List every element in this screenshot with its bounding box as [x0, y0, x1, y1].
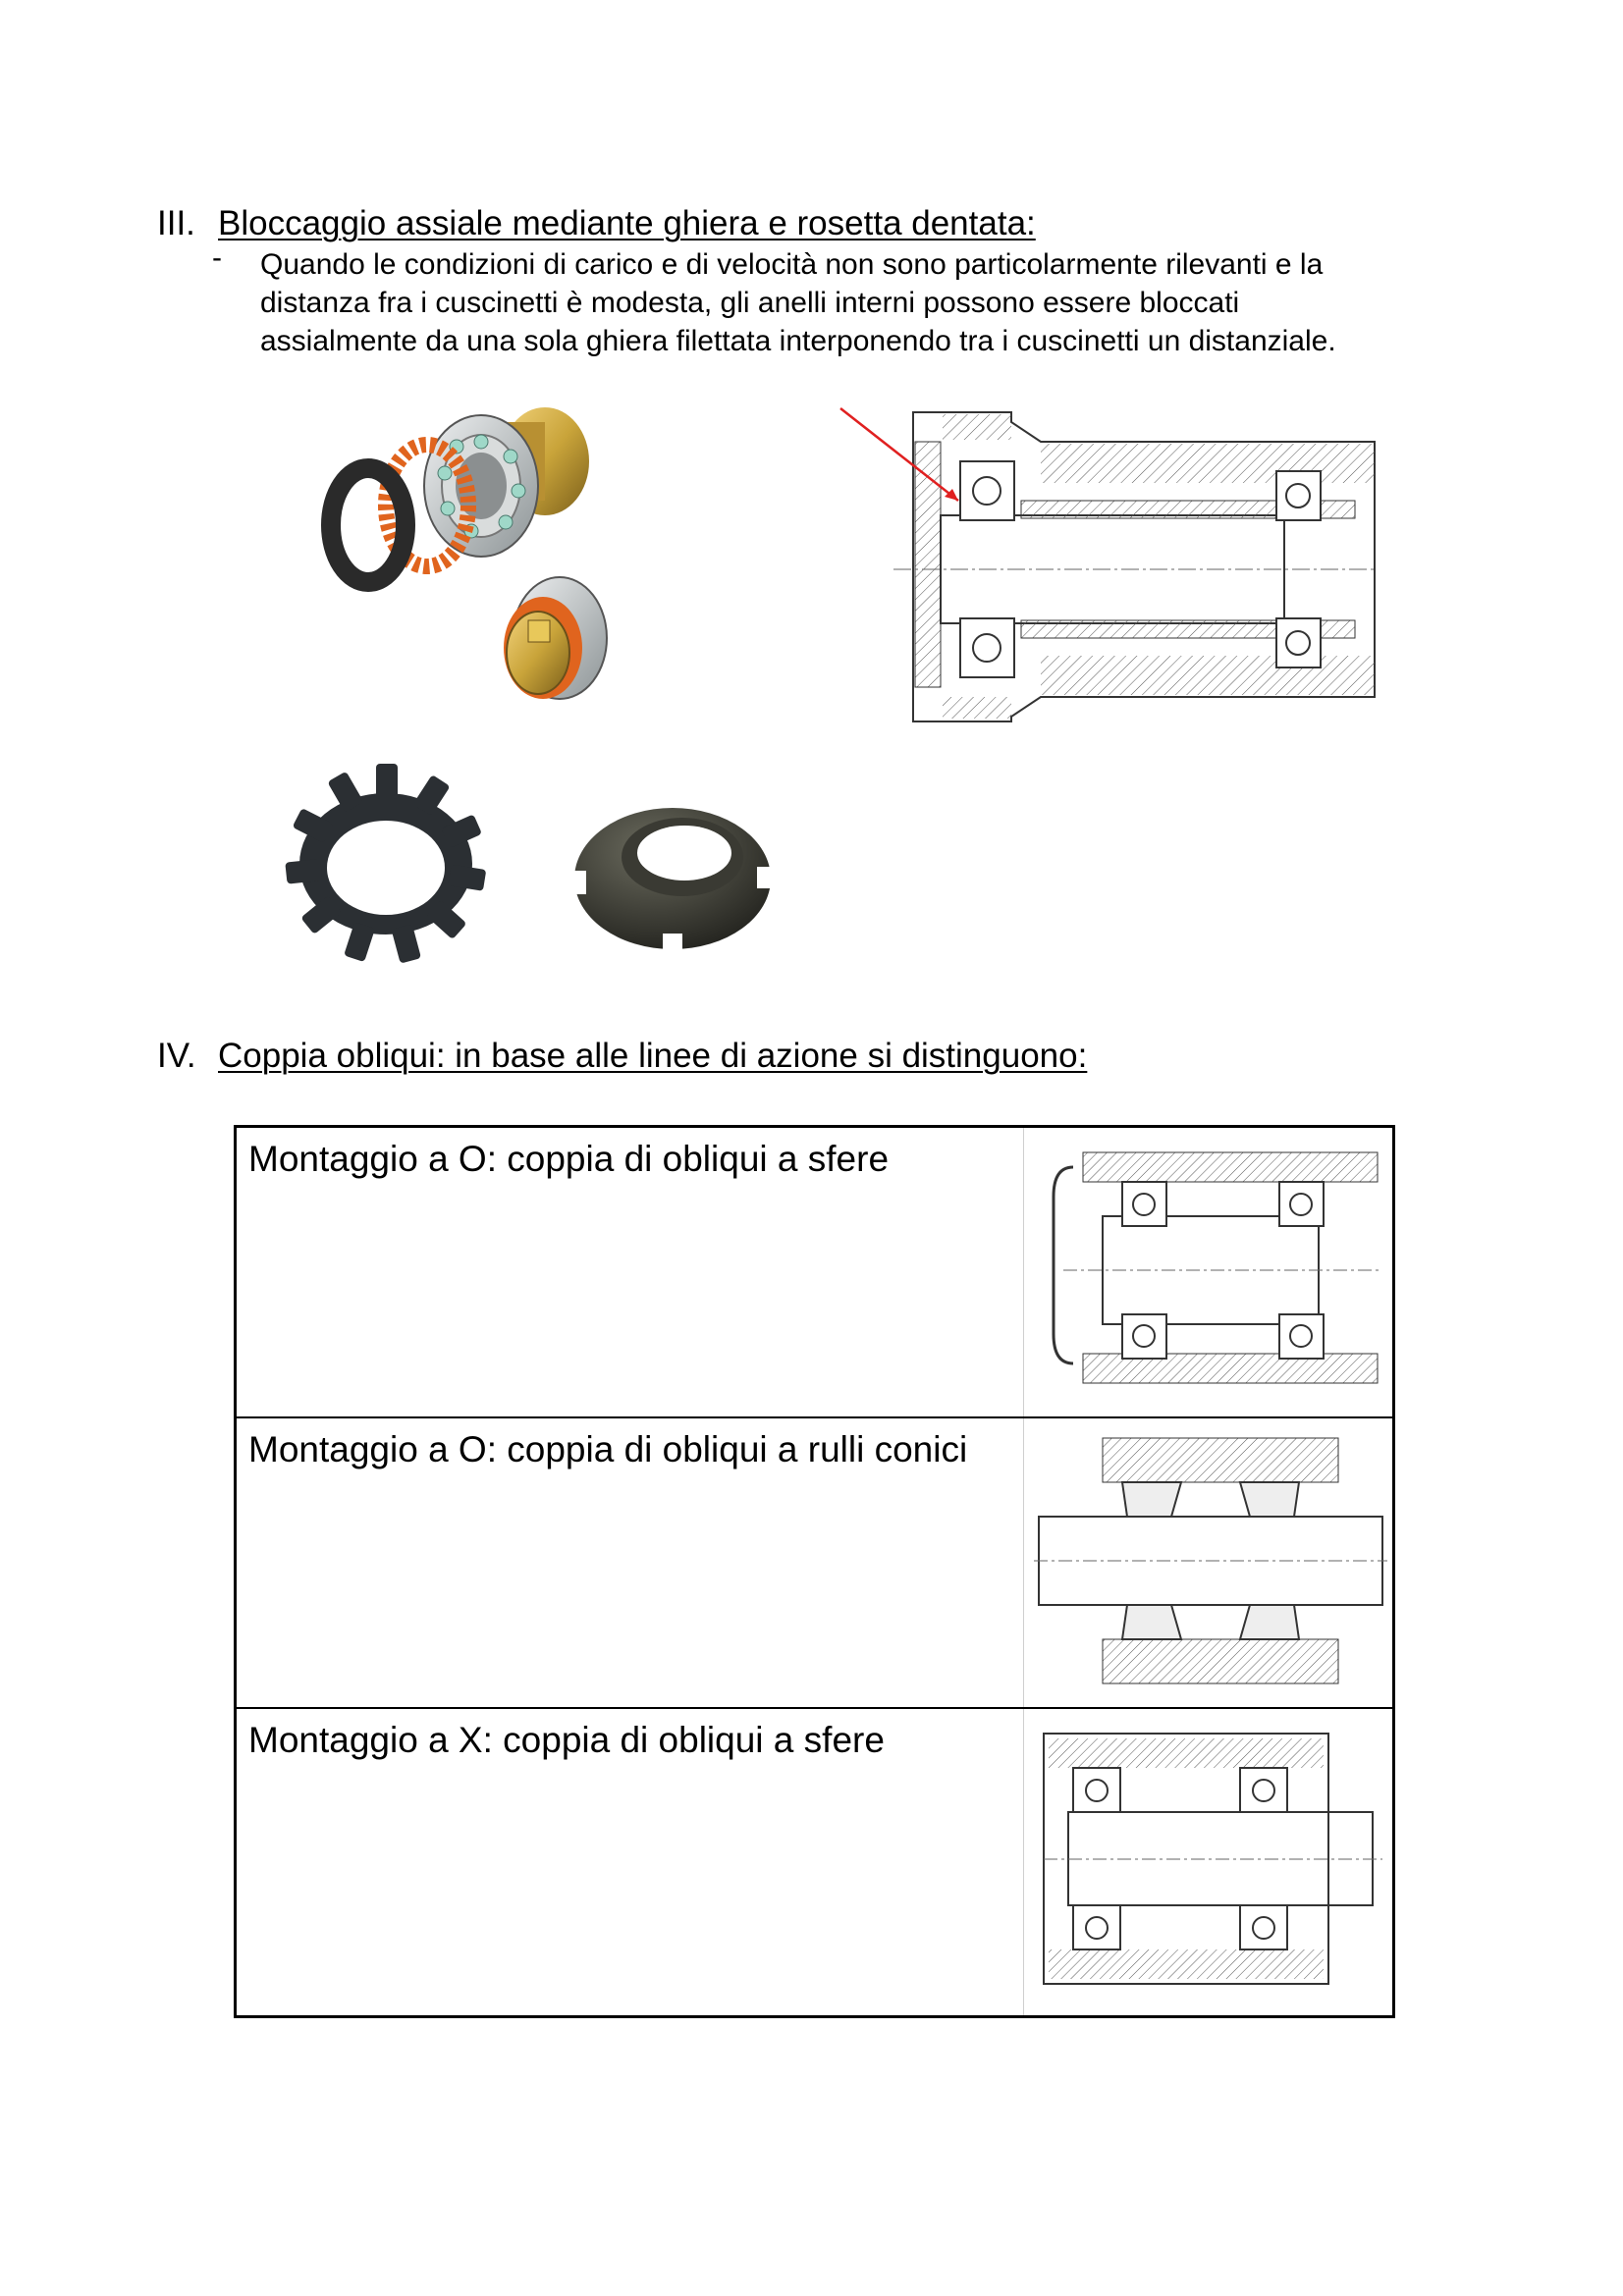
- table-row: [237, 1418, 1392, 1709]
- paragraph-line: Quando le condizioni di carico e di velocità non sono particolarmente rilevanti e la: [260, 248, 1324, 281]
- section-iv-title: Coppia obliqui: in base alle linee di azione si distinguono:: [218, 1037, 1088, 1075]
- section-iii-paragraph: [260, 245, 1336, 360]
- shaft-section-drawing: [835, 402, 1384, 736]
- section-iv-heading: [157, 1037, 1087, 1076]
- table-row-label: Montaggio a O: coppia di obliqui a sfere: [248, 1139, 890, 1179]
- table-row-label: Montaggio a X: coppia di obliqui a sfere: [248, 1720, 885, 1760]
- paragraph-line: distanza fra i cuscinetti è modesta, gli anelli interni possono essere bloccati: [260, 287, 1240, 319]
- o-mount-taper-roller-drawing: [1034, 1428, 1387, 1698]
- o-mount-ball-drawing: [1044, 1138, 1387, 1403]
- x-mount-ball-drawing: [1044, 1734, 1387, 1999]
- paragraph-line: assialmente da una sola ghiera filettata interponendo tra i cuscinetti un distanziale.: [260, 325, 1336, 357]
- table-row-label: Montaggio a O: coppia di obliqui a rulli conici: [248, 1429, 968, 1469]
- section-iv-number: IV.: [157, 1037, 196, 1075]
- tab-washer-photo: [263, 761, 509, 967]
- table-row: [237, 1128, 1392, 1418]
- exploded-bearing-assembly-photo: [314, 402, 609, 736]
- section-iii-heading: [157, 204, 1036, 243]
- section-iii-number: III.: [157, 204, 195, 242]
- lock-nut-photo: [565, 780, 781, 957]
- bullet-dash: -: [212, 241, 222, 274]
- table-row: [237, 1709, 1392, 2015]
- mounting-table: [234, 1125, 1395, 2018]
- section-iii-title: Bloccaggio assiale mediante ghiera e rosetta dentata:: [218, 204, 1036, 242]
